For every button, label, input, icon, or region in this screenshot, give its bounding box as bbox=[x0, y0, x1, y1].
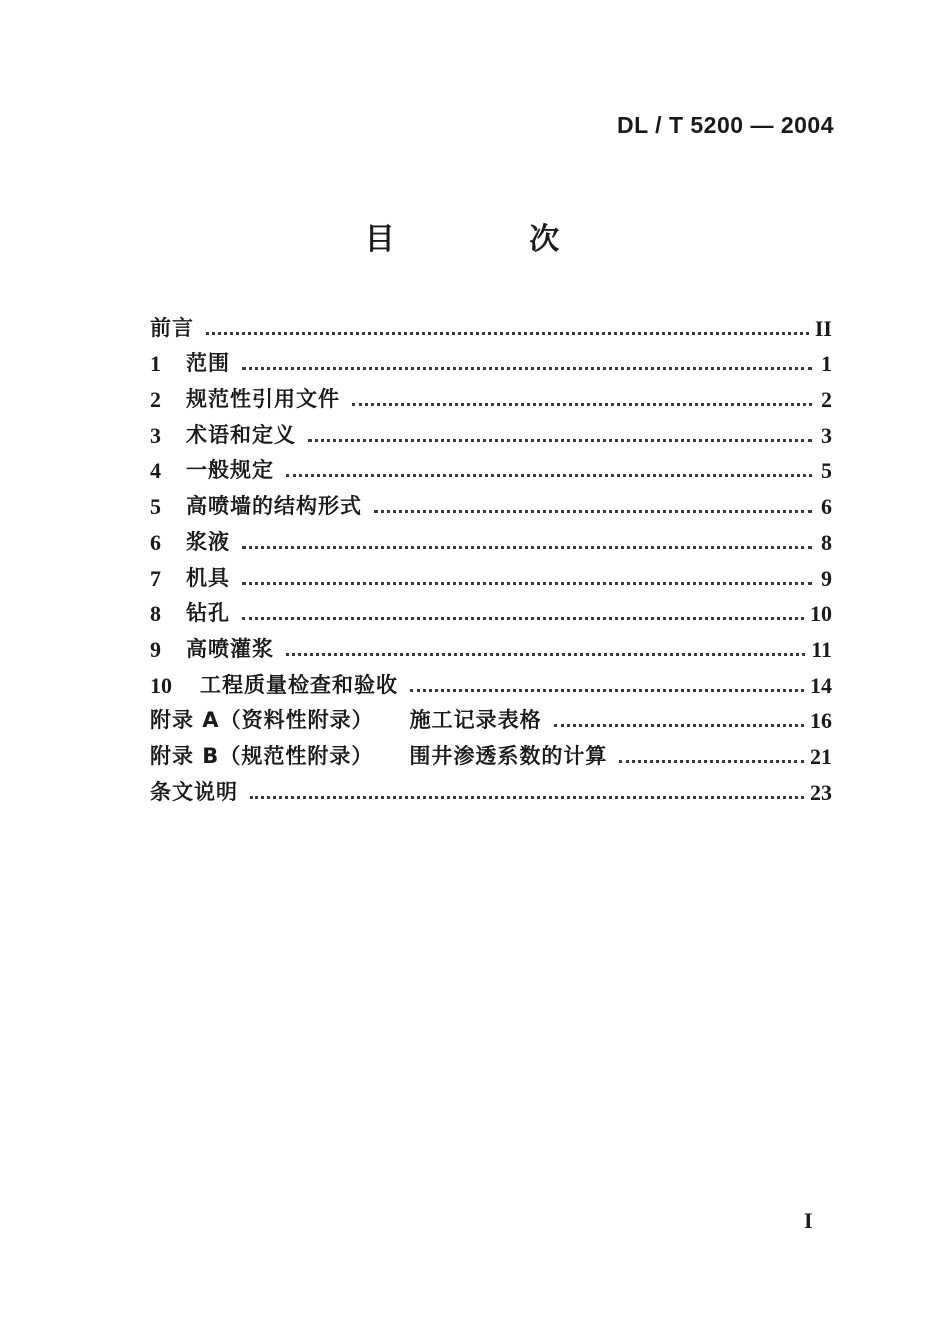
entry-number: 2 bbox=[150, 387, 161, 413]
toc-entry-6[interactable] bbox=[150, 520, 832, 556]
toc-entry-3[interactable] bbox=[150, 413, 832, 449]
entry-page: 1 bbox=[821, 351, 832, 377]
entry-title: 术语和定义 bbox=[186, 422, 296, 447]
entry-title: 附录 B（规范性附录） bbox=[150, 743, 374, 768]
entry-page: 3 bbox=[821, 422, 832, 448]
entry-title: 规范性引用文件 bbox=[186, 387, 340, 412]
entry-page: 9 bbox=[821, 565, 832, 591]
dot-leader bbox=[352, 402, 812, 406]
entry-page: 6 bbox=[821, 494, 832, 520]
dot-leader bbox=[242, 545, 812, 549]
toc-entry-appendix-b[interactable] bbox=[150, 734, 832, 770]
entry-title: 机具 bbox=[186, 565, 230, 590]
entry-number: 3 bbox=[150, 422, 161, 448]
entry-page: 8 bbox=[821, 529, 832, 555]
entry-number: 9 bbox=[150, 636, 161, 662]
dot-leader bbox=[250, 795, 804, 799]
document-code: DL / T 5200 — 2004 bbox=[617, 112, 834, 138]
entry-page: 23 bbox=[810, 779, 832, 805]
toc-entry-preface[interactable] bbox=[150, 306, 832, 342]
entry-title: 高喷灌浆 bbox=[186, 636, 274, 661]
entry-title: 条文说明 bbox=[150, 779, 238, 804]
entry-number: 10 bbox=[150, 672, 172, 698]
dot-leader bbox=[286, 652, 805, 656]
entry-title: 钻孔 bbox=[186, 601, 230, 626]
entry-number: 1 bbox=[150, 351, 161, 377]
page-number: I bbox=[804, 1208, 813, 1233]
dot-leader bbox=[242, 581, 812, 585]
dot-leader bbox=[286, 473, 812, 477]
entry-title: 范围 bbox=[186, 351, 230, 376]
entry-title: 前言 bbox=[150, 315, 194, 340]
entry-subtitle: 施工记录表格 bbox=[409, 708, 542, 733]
table-of-contents bbox=[150, 306, 832, 806]
toc-entry-10[interactable] bbox=[150, 663, 832, 699]
entry-title: 一般规定 bbox=[186, 458, 274, 483]
toc-entry-2[interactable] bbox=[150, 377, 832, 413]
toc-entry-4[interactable] bbox=[150, 449, 832, 485]
entry-number: 6 bbox=[150, 529, 161, 555]
dot-leader bbox=[619, 759, 804, 763]
toc-entry-1[interactable] bbox=[150, 342, 832, 378]
dot-leader bbox=[242, 616, 804, 620]
dot-leader bbox=[242, 366, 812, 370]
toc-entry-5[interactable] bbox=[150, 484, 832, 520]
entry-number: 5 bbox=[150, 494, 161, 520]
dot-leader bbox=[206, 331, 809, 335]
entry-page: 16 bbox=[810, 708, 832, 734]
toc-entry-7[interactable] bbox=[150, 556, 832, 592]
toc-entry-explanation[interactable] bbox=[150, 770, 832, 806]
entry-page: 2 bbox=[821, 387, 832, 413]
entry-page: 5 bbox=[821, 458, 832, 484]
toc-title: 目 次 bbox=[364, 222, 622, 257]
entry-page: 11 bbox=[811, 636, 832, 662]
dot-leader bbox=[374, 509, 812, 513]
entry-title: 工程质量检查和验收 bbox=[200, 672, 398, 697]
entry-title: 浆液 bbox=[186, 529, 230, 554]
dot-leader bbox=[554, 723, 804, 727]
entry-page: 10 bbox=[810, 601, 832, 627]
toc-entry-appendix-a[interactable] bbox=[150, 699, 832, 735]
entry-subtitle: 围井渗透系数的计算 bbox=[409, 743, 608, 768]
entry-page: 21 bbox=[810, 743, 832, 769]
toc-entry-9[interactable] bbox=[150, 627, 832, 663]
entry-page: 14 bbox=[810, 672, 832, 698]
toc-entry-8[interactable] bbox=[150, 592, 832, 628]
entry-title: 高喷墙的结构形式 bbox=[186, 494, 362, 519]
entry-number: 8 bbox=[150, 601, 161, 627]
entry-number: 4 bbox=[150, 458, 161, 484]
entry-title: 附录 A（资料性附录） bbox=[150, 708, 374, 733]
entry-number: 7 bbox=[150, 565, 161, 591]
entry-page: II bbox=[814, 315, 832, 341]
dot-leader bbox=[410, 688, 804, 692]
dot-leader bbox=[308, 438, 812, 442]
